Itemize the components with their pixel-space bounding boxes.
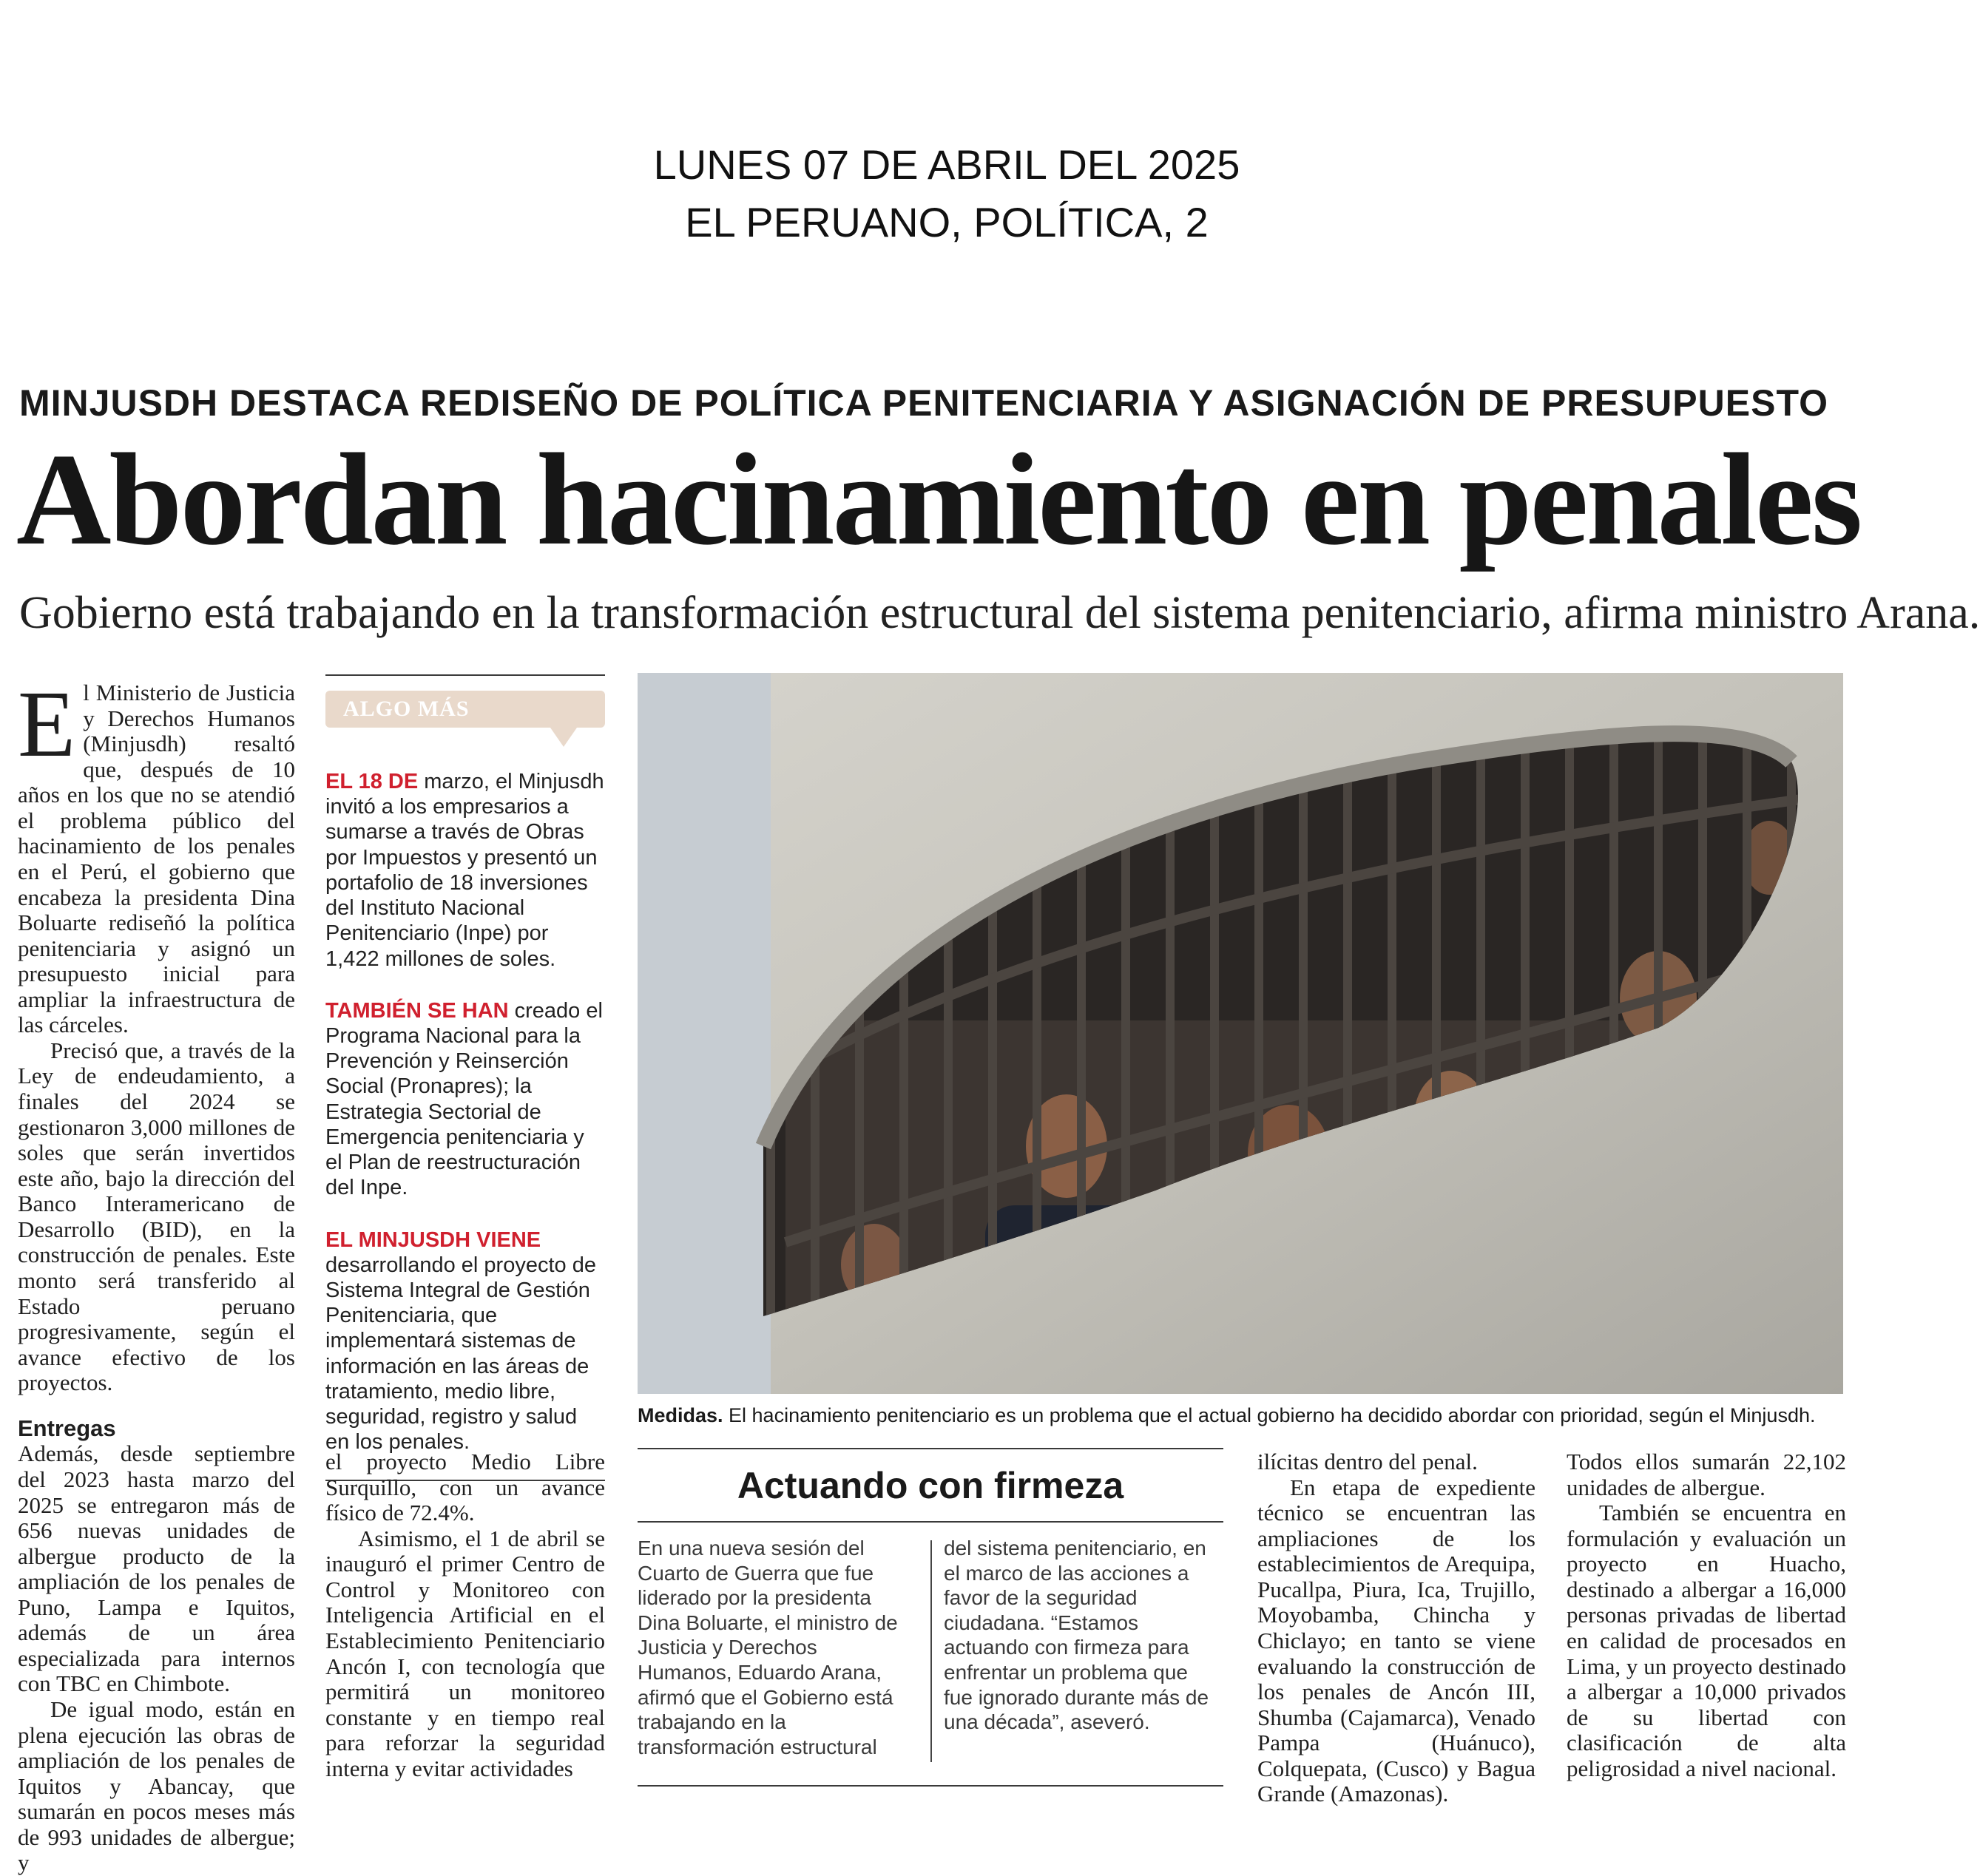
- body-paragraph-8: En etapa de expediente técnico se encuentran las ampliaciones de los establecimientos de Arequipa, Pucallpa, Piura, Ica, Trujillo, Moyobamba, Chincha y Chiclayo; en tanto se viene evaluando la construcción de los penales de Ancón III, Shumba (Cajamarca), Venado Pampa (Huánuco), Colquepata, (Cusco) y Bagua Grande (Amazonas).: [1257, 1474, 1535, 1807]
- sidebar-tag: [325, 691, 605, 728]
- inset-box: [638, 1448, 1223, 1787]
- sidebar-algo-mas: [325, 674, 605, 1481]
- article-kicker: MINJUSDH DESTACA REDISEÑO DE POLÍTICA PENITENCIARIA Y ASIGNACIÓN DE PRESUPUESTO: [19, 382, 1828, 424]
- body-paragraph-10: También se encuentra en formulación y evaluación un proyecto en Huacho, destinado a albergar a 16,000 personas privadas de libertad en calidad de procesados en Lima, y un proyecto destinado a albergar a 10,000 privados de su libertad con clasificación de alta peligrosidad a nivel nacional.: [1567, 1500, 1846, 1781]
- body-column-1: [18, 671, 295, 1876]
- sidebar-item-lead: EL 18 DE: [325, 770, 419, 793]
- caption-text: El hacinamiento penitenciario es un problema que el actual gobierno ha decidido abordar con prioridad, según el Minjusdh.: [723, 1404, 1816, 1426]
- article-photo: [638, 673, 1843, 1394]
- sidebar-items: [325, 769, 605, 1455]
- inset-title-rule: [638, 1521, 1223, 1523]
- inset-title: Actuando con firmeza: [737, 1465, 1124, 1506]
- body-paragraph-5: el proyecto Medio Libre Surquillo, con un avance físico de 72.4%.: [325, 1449, 605, 1526]
- body-paragraph-4: De igual modo, están en plena ejecución las obras de ampliación de los penales de Iquitos y Abancay, que sumarán en pocos meses más de 993 unidades de albergue; y: [18, 1696, 295, 1876]
- body-paragraph-9: Todos ellos sumarán 22,102 unidades de albergue.: [1567, 1449, 1846, 1500]
- body-paragraph-7: ilícitas dentro del penal.: [1257, 1449, 1478, 1474]
- body-paragraph-2: Precisó que, a través de la Ley de endeudamiento, a finales del 2024 se gestionaron 3,000 millones de soles que serán invertidos este año, bajo la dirección del Banco Interamericano de Desarrollo (BID), en la construcción de penales. Este monto será transferido al Estado peruano progresivamente, según el avance efectivo de los proyectos.: [18, 1037, 295, 1396]
- prison-window-photo: [638, 673, 1843, 1394]
- article-headline: Abordan hacinamiento en penales: [16, 426, 1861, 572]
- body-column-2: [325, 1449, 605, 1781]
- photo-caption: [638, 1403, 1865, 1427]
- inset-bottom-rule: [638, 1785, 1223, 1787]
- sidebar-item-lead: TAMBIÉN SE HAN: [325, 998, 509, 1023]
- inset-top-rule: [638, 1448, 1223, 1449]
- dateline-date: LUNES 07 DE ABRIL DEL 2025: [653, 141, 1240, 188]
- inset-column-2: del sistema penitenciario, en el marco de las acciones a favor de la seguridad ciudadana. “Estamos actuando con firmeza para enfrentar un problema que fue ignorado durante más de una década”, aseveró.: [944, 1537, 1209, 1734]
- sidebar-item: [325, 769, 605, 972]
- sidebar-item-text: desarrollando el proyecto de Sistema Integral de Gestión Penitenciaria, que implementará sistemas de información en las áreas de tratamiento, medio libre, seguridad, registro y salud en los penales.: [325, 1253, 596, 1455]
- sidebar-item-text: creado el Programa Nacional para la Prevención y Reinserción Social (Pronapres); la Estrategia Sectorial de Emergencia penitenciaria y el Plan de reestructuración del Inpe.: [325, 998, 603, 1200]
- inset-column-1: En una nueva sesión del Cuarto de Guerra que fue liderado por la presidenta Dina Boluarte, el ministro de Justicia y Derechos Humanos, Eduardo Arana, afirmó que el Gobierno está trabajando en la transformación estructural: [638, 1537, 898, 1758]
- body-paragraph-1-text: l Ministerio de Justicia y Derechos Humanos (Minjusdh) resaltó que, después de 10 años en los que no se atendió el problema público del hacinamiento de los penales en el Perú, el gobierno que encabeza la presidenta Dina Boluarte rediseñó la política penitenciaria y asignó un presupuesto inicial para ampliar la infraestructura de las cárceles.: [18, 680, 295, 1038]
- dateline-section: EL PERUANO, POLÍTICA, 2: [685, 199, 1209, 245]
- body-paragraph-1: [18, 671, 295, 1038]
- body-column-4: [1257, 1449, 1535, 1807]
- inset-columns: [638, 1536, 1223, 1780]
- sky-edge: [638, 673, 771, 1394]
- body-paragraph-3: Además, desde septiembre del 2023 hasta marzo del 2025 se entregaron más de 656 nuevas unidades de albergue producto de la ampliación de los penales de Puno, Lampa e Iquitos, además de un área especializada para internos con TBC en Chimbote.: [18, 1440, 295, 1697]
- sidebar-item: [325, 998, 605, 1201]
- body-column-5: [1567, 1449, 1846, 1781]
- body-subhead: Entregas: [18, 1415, 116, 1441]
- article-dek: Gobierno está trabajando en la transformación estructural del sistema penitenciario, afirma ministro Arana.: [19, 588, 1980, 638]
- inset-column-divider: [930, 1540, 932, 1762]
- sidebar-top-rule: [325, 674, 605, 676]
- caption-label: Medidas.: [638, 1404, 723, 1426]
- sidebar-item-lead: EL MINJUSDH VIENE: [325, 1227, 541, 1252]
- sidebar-item-text: marzo, el Minjusdh invitó a los empresarios a sumarse a través de Obras por Impuestos y presentó un portafolio de 18 inversiones del Instituto Nacional Penitenciario (Inpe) por 1,422 millones de soles.: [325, 770, 604, 971]
- sidebar-item: [325, 1227, 605, 1455]
- sidebar-tag-label: ALGO MÁS: [343, 697, 470, 721]
- body-paragraph-6: Asimismo, el 1 de abril se inauguró el primer Centro de Control y Monitoreo con Inteligencia Artificial en el Establecimiento Penitenciario Ancón I, con tecnología que permitirá un monitoreo constante y en tiempo real para reforzar la seguridad interna y evitar actividades: [325, 1525, 605, 1781]
- drop-cap: E: [18, 671, 76, 776]
